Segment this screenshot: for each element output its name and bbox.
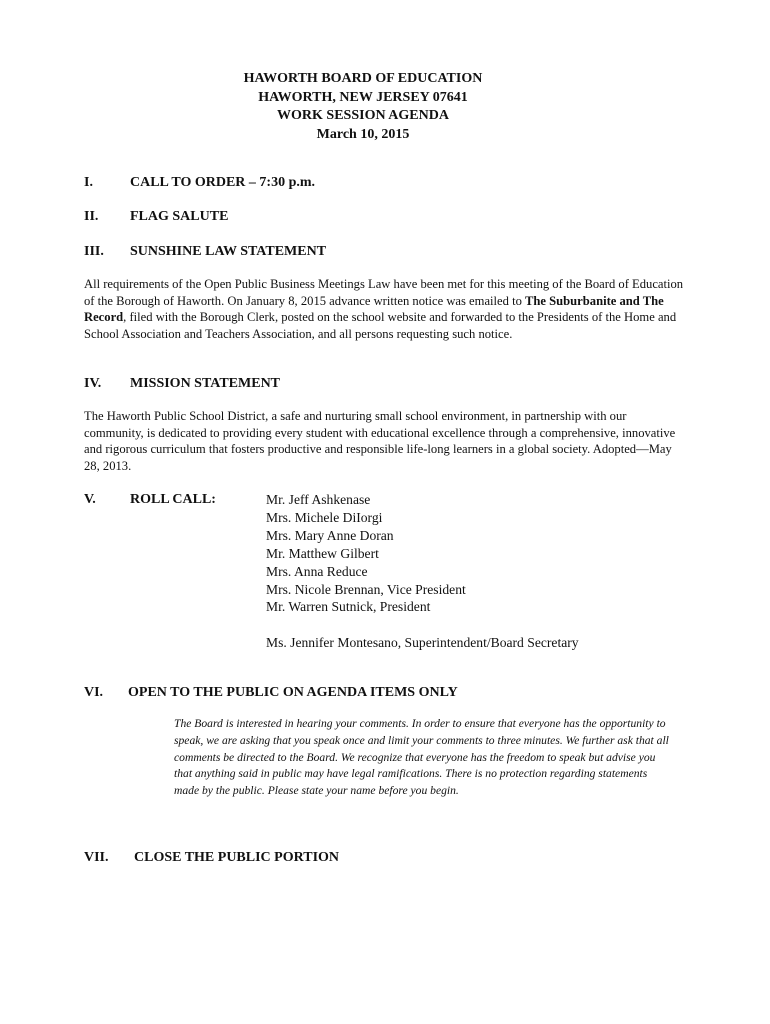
document-header: [0, 70, 726, 144]
roll-call-spacer: [266, 616, 579, 634]
public-comment-notice: The Board is interested in hearing your comments. In order to ensure that everyone has the opportunity to speak, we are asking that you speak once and limit your comments to three minutes. We further ask that all comments be directed to the Board. We recognize that everyone has the freedom to speak but advise you that anything said in public may have legal ramifications. There is no protection regarding statements made by the public. Please state your name before you begin.: [174, 717, 669, 798]
section-roll-call-number: [84, 491, 130, 509]
roll-call-member: Mrs. Mary Anne Doran: [266, 527, 394, 543]
section-title: MISSION STATEMENT: [130, 376, 281, 391]
section-open-to-public: [84, 684, 458, 702]
section-title: CLOSE THE PUBLIC PORTION: [134, 850, 340, 865]
roll-call-member: Mrs. Nicole Brennan, Vice President: [266, 581, 466, 597]
section-title: OPEN TO THE PUBLIC ON AGENDA ITEMS ONLY: [128, 685, 458, 700]
mission-paragraph: The Haworth Public School District, a safe and nurturing small school environment, in partnership with our community, is dedicated to providing every student with educational excellence through a comprehensive, innovative and rigorous curriculum that fosters productive and responsible life-long learners in a global society. Adopted—May 28, 2013.: [84, 409, 676, 473]
roll-call-member: Mr. Jeff Ashkenase: [266, 492, 371, 507]
section-close-public-portion: [84, 849, 339, 867]
header-date: March 10, 2015: [316, 126, 410, 142]
section-number: III.: [84, 244, 104, 259]
section-number: I.: [84, 175, 93, 190]
header-location: HAWORTH, NEW JERSEY 07641: [258, 89, 468, 105]
section-number: VI.: [84, 685, 104, 700]
roll-call-member: Mr. Warren Sutnick, President: [266, 599, 431, 615]
section-call-to-order: [84, 174, 315, 192]
roll-call-member: Mrs. Anna Reduce: [266, 563, 368, 579]
section-number: IV.: [84, 376, 102, 391]
section-title: SUNSHINE LAW STATEMENT: [130, 244, 327, 259]
header-agenda-title: WORK SESSION AGENDA: [277, 108, 449, 123]
section-number: VII.: [84, 850, 109, 865]
sunshine-text-part2: , filed with the Borough Clerk, posted on the school website and forwarded to the Presidents of the Home and School Association and Teachers Association, and all persons requesting such notice.: [84, 310, 677, 341]
roll-call-list: [266, 491, 579, 652]
roll-call-member: Mr. Matthew Gilbert: [266, 545, 379, 561]
header-board-name: HAWORTH BOARD OF EDUCATION: [243, 71, 483, 86]
roll-call-label: ROLL CALL:: [130, 492, 216, 507]
section-mission-statement: [84, 375, 280, 393]
section-title: CALL TO ORDER – 7:30 p.m.: [130, 175, 316, 190]
section-number: V.: [84, 492, 96, 507]
section-title: FLAG SALUTE: [130, 209, 229, 224]
roll-call-member: Mrs. Michele DiIorgi: [266, 509, 383, 525]
sunshine-law-paragraph: [84, 276, 684, 342]
section-number: II.: [84, 209, 99, 224]
section-sunshine-law: [84, 243, 326, 261]
sunshine-text-part1: All requirements of the Open Public Business Meetings Law have been met for this meeting of the Board of Education of the Borough of Haworth. On January 8, 2015 advance written notice was emailed to: [84, 277, 684, 308]
roll-call-secretary: Ms. Jennifer Montesano, Superintendent/Board Secretary: [266, 635, 579, 651]
section-flag-salute: [84, 208, 228, 226]
sunshine-newspapers: The Suburbanite and The Record: [84, 293, 664, 325]
